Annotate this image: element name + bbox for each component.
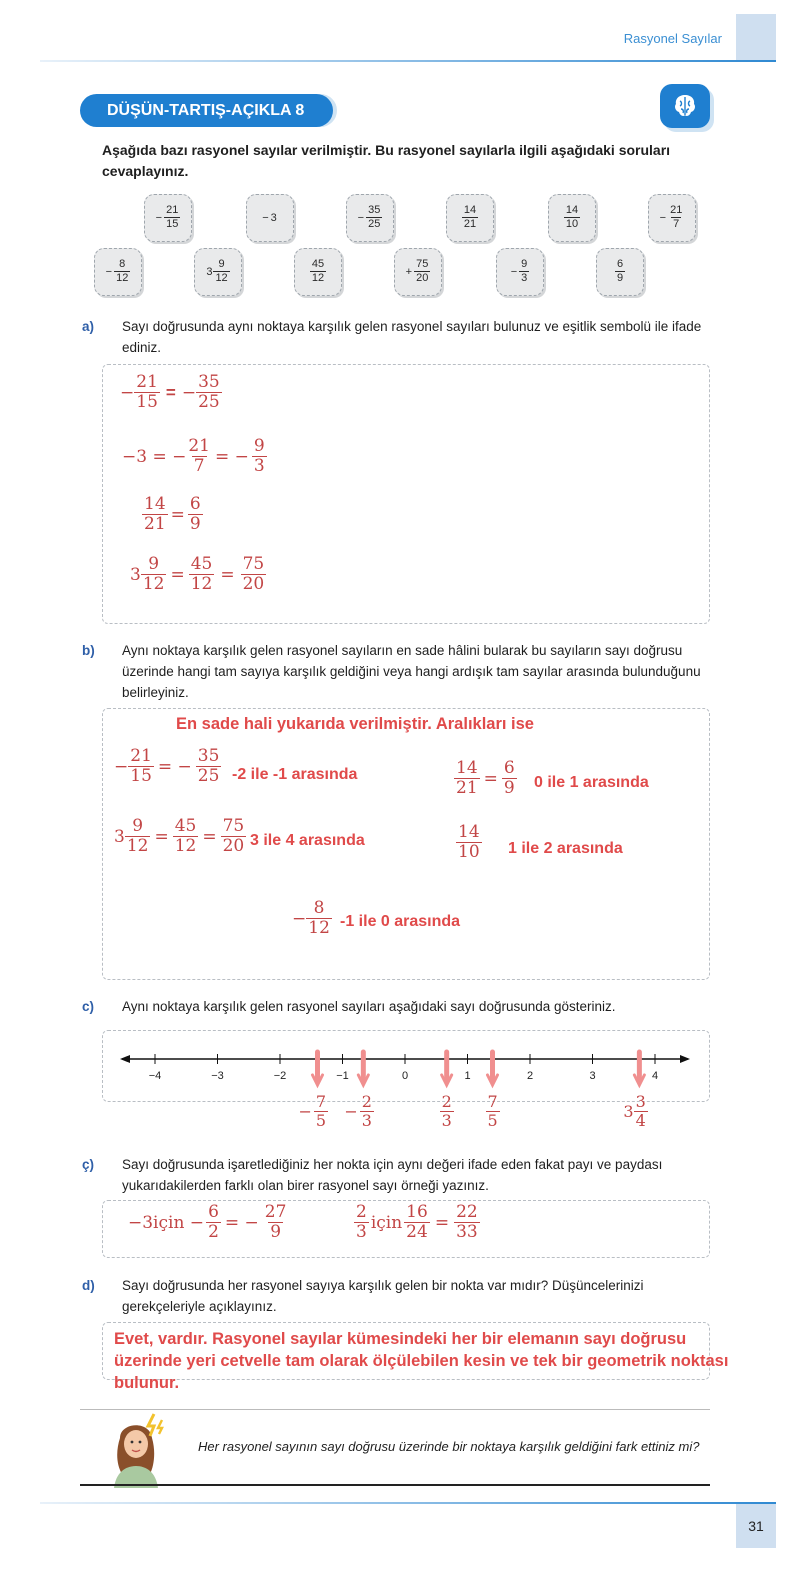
card-whole: 3: [270, 212, 277, 224]
answer-a-line3: $\frac{14}{21}$ = $\frac{6}{9}$: [144, 494, 201, 534]
card-fraction: $\frac{75}{20}$: [416, 258, 429, 284]
answer-cc-example-2: $\frac{2}{3}$ için $\frac{16}{24}$ = $\frac{22}{33}$: [356, 1202, 478, 1242]
question-text: Aynı noktaya karşılık gelen rasyonel sayıları aşağıdaki sayı doğrusunda gösteriniz.: [122, 999, 616, 1014]
question-letter: a): [82, 319, 95, 334]
question-text: Sayı doğrusunda her rasyonel sayıya karşılık gelen bir nokta var mıdır? Düşüncelerinizi gerekçeleriyle açıklayınız.: [122, 1278, 644, 1314]
rational-number-card: [496, 248, 544, 296]
tick-label: 0: [401, 1070, 409, 1082]
rational-number-card: [648, 194, 696, 242]
answer-b-fraction-1: − $\frac{21}{15}$ = − $\frac{35}{25}$: [114, 746, 220, 786]
card-fraction: $\frac{21}{15}$: [166, 204, 179, 230]
rational-number-card: [394, 248, 442, 296]
card-fraction: $\frac{9}{3}$: [521, 258, 528, 284]
answer-b-range-4: 1 ile 2 arasında: [508, 840, 623, 857]
tick-label: −4: [148, 1070, 162, 1082]
card-sign: −: [510, 266, 518, 278]
answer-a-line4: 3 $\frac{9}{12}$ = $\frac{45}{12}$ = $\frac{75}{20}$: [130, 554, 265, 594]
question-cc: [82, 1154, 712, 1196]
question-a: [82, 316, 712, 358]
rational-number-card: [548, 194, 596, 242]
question-text: Sayı doğrusunda işaretlediğiniz her nokta için aynı değeri ifade eden fakat payı ve paydası yukarıdakilerden farklı olan birer rasyonel sayı örneği yazınız.: [122, 1157, 663, 1193]
rational-number-card: [446, 194, 494, 242]
question-text: Sayı doğrusunda aynı noktaya karşılık gelen rasyonel sayıları bulunuz ve eşitlik sembolü ile ifade ediniz.: [122, 319, 702, 355]
girl-thinking-icon: [100, 1408, 180, 1488]
footer-rule: [40, 1502, 776, 1504]
answer-d: Evet, vardır. Rasyonel sayılar kümesindeki her bir elemanın sayı doğrusu üzerinde yeri cetvelle tam olarak ölçülebilen kesin ve tek bir geometrik noktası bulunur.: [114, 1330, 729, 1392]
point-label: $\frac{7}{5}$: [487, 1092, 498, 1130]
card-fraction: $\frac{21}{7}$: [670, 204, 683, 230]
point-label: $\frac{2}{3}$: [441, 1092, 452, 1130]
intro-instruction: Aşağıda bazı rasyonel sayılar verilmiştir. Bu rasyonel sayılarla ilgili aşağıdaki soruları cevaplayınız.: [102, 142, 671, 179]
answer-b-range-3: 3 ile 4 arasında: [250, 832, 365, 849]
page-number: 31: [736, 1504, 776, 1548]
card-sign: −: [357, 212, 365, 224]
point-label: − $\frac{2}{3}$: [344, 1092, 372, 1130]
tick-label: 3: [589, 1070, 596, 1082]
question-letter: ç): [82, 1157, 95, 1172]
header-tab-block: [736, 14, 776, 60]
left-arrow-icon: [120, 1055, 130, 1063]
question-d: [82, 1275, 712, 1317]
question-b: [82, 640, 712, 703]
activity-banner: DÜŞÜN-TARTIŞ-AÇIKLA 8: [80, 94, 333, 127]
card-sign: −: [659, 212, 667, 224]
card-fraction: $\frac{9}{12}$: [215, 258, 228, 284]
rational-number-card: [596, 248, 644, 296]
question-letter: c): [82, 999, 95, 1014]
rational-number-card: [246, 194, 294, 242]
point-label: − $\frac{7}{5}$: [298, 1092, 327, 1130]
rational-number-card: [294, 248, 342, 296]
answer-cc-example-1: −3için − $\frac{6}{2}$ = − $\frac{27}{9}$: [128, 1202, 287, 1242]
answer-b-range-1: -2 ile -1 arasında: [232, 766, 358, 783]
card-sign: +: [405, 266, 413, 278]
card-fraction: $\frac{14}{21}$: [463, 204, 477, 230]
answer-a-line2: −3 = − $\frac{21}{7}$ = − $\frac{9}{3}$: [122, 436, 265, 476]
question-letter: b): [82, 643, 95, 658]
answer-b-range-2: 0 ile 1 arasında: [534, 774, 649, 791]
question-c: [82, 996, 712, 1017]
right-arrow-icon: [680, 1055, 690, 1063]
answer-b-range-5: -1 ile 0 arasında: [340, 913, 461, 930]
card-sign: −: [155, 212, 163, 224]
question-text: Aynı noktaya karşılık gelen rasyonel sayıların en sade hâlini bularak bu sayıların sayı doğrusu üzerinde hangi tam sayıya karşılık geldiğini veya hangi ardışık tam sayılar arasında bulunduğunu belirleyiniz.: [122, 643, 701, 700]
card-fraction: $\frac{45}{12}$: [311, 258, 325, 284]
rational-number-card: [144, 194, 192, 242]
point-label: 3 $\frac{3}{4}$: [623, 1092, 646, 1130]
tick-label: −1: [336, 1070, 349, 1082]
tick-label: −2: [273, 1070, 287, 1082]
brain-icon: [660, 84, 710, 128]
tip-question: Her rasyonel sayının sayı doğrusu üzerinde bir noktaya karşılık geldiğini fark ettiniz mi?: [198, 1439, 700, 1454]
answer-b-fraction-5: − $\frac{8}{12}$: [292, 898, 330, 938]
card-fraction: $\frac{35}{25}$: [368, 204, 381, 230]
card-whole: 3: [206, 266, 213, 278]
answer-b-fraction-4: $\frac{14}{10}$: [458, 822, 480, 862]
answer-b-fraction-2: $\frac{14}{21}$ = $\frac{6}{9}$: [456, 758, 515, 798]
rational-number-card: [94, 248, 142, 296]
answer-b-fraction-3: 3 $\frac{9}{12}$ = $\frac{45}{12}$ = $\frac{75}{20}$: [114, 816, 245, 856]
tip-bottom-rule: [80, 1484, 710, 1486]
tick-label: 4: [651, 1070, 659, 1082]
rational-number-card: [346, 194, 394, 242]
card-fraction: $\frac{6}{9}$: [616, 258, 624, 284]
rational-number-card: [194, 248, 242, 296]
answer-b-intro: En sade hali yukarıda verilmiştir. Aralıkları ise: [176, 715, 534, 733]
tick-label: 1: [464, 1070, 471, 1082]
card-sign: −: [262, 212, 269, 224]
section-title: Rasyonel Sayılar: [623, 31, 722, 46]
tick-label: 2: [526, 1070, 534, 1082]
tick-label: −3: [211, 1070, 224, 1082]
question-letter: d): [82, 1278, 95, 1293]
card-fraction: $\frac{14}{10}$: [565, 204, 579, 230]
header-rule: [40, 60, 776, 62]
answer-a-line1: − $\frac{21}{15}$ = − $\frac{35}{25}$: [120, 372, 220, 412]
card-fraction: $\frac{8}{12}$: [116, 258, 129, 284]
card-sign: −: [105, 266, 113, 278]
